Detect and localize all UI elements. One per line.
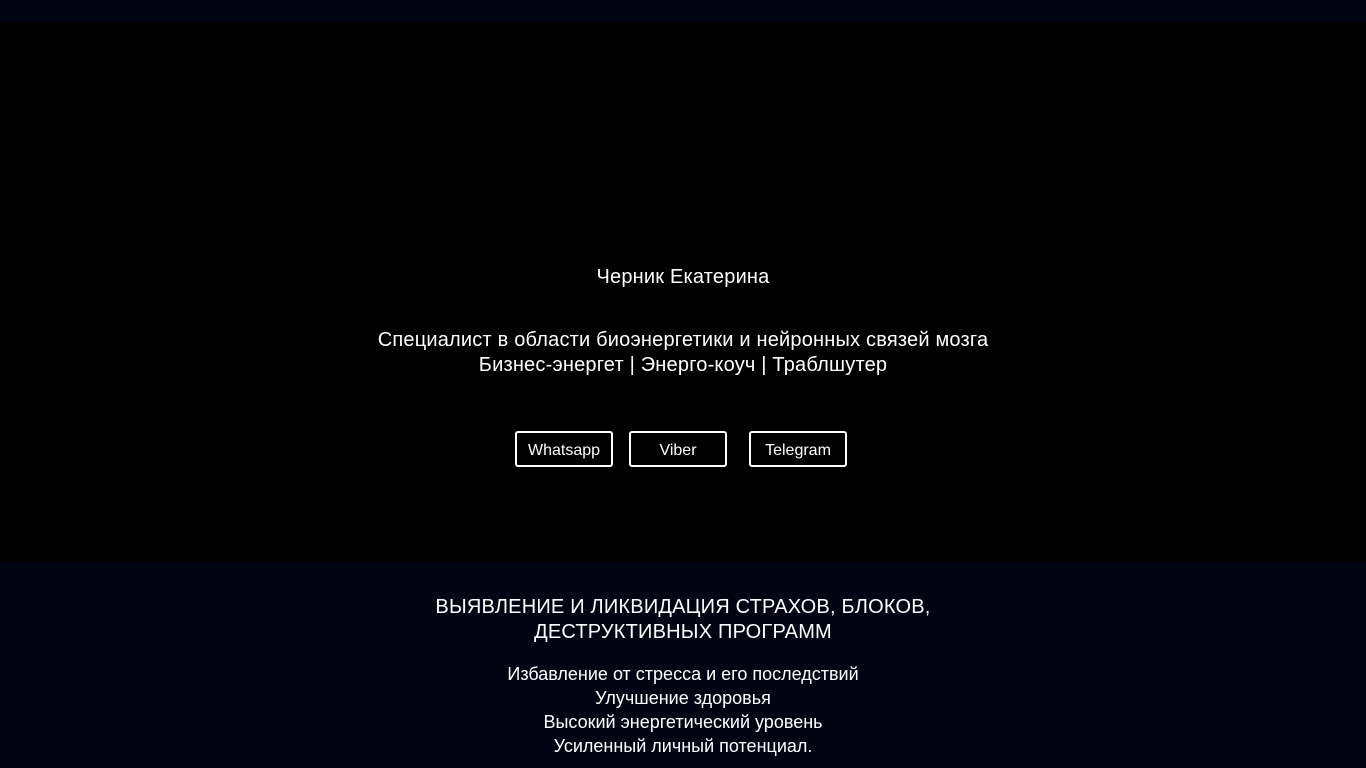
services-section [0,563,1366,768]
benefit-item: Улучшение здоровья [595,688,771,708]
subtitle-line: Специалист в области биоэнергетики и нейронных связей мозга [377,329,989,351]
benefit-item: Высокий энергетический уровень [543,712,823,732]
subtitle-line: Бизнес-энергет | Энерго-коуч | Траблшутер [478,354,888,376]
viber-button[interactable]: Viber [629,431,727,467]
benefits-list [0,662,1366,758]
telegram-button[interactable]: Telegram [749,431,847,467]
hero-subtitle [0,328,1366,378]
top-strip [0,0,1366,21]
person-name: Черник Екатерина [596,266,770,288]
section-title [0,595,1366,645]
whatsapp-button[interactable]: Whatsapp [515,431,613,467]
benefit-item: Избавление от стресса и его последствий [507,664,859,684]
section-title-line: ВЫЯВЛЕНИЕ И ЛИКВИДАЦИЯ СТРАХОВ, БЛОКОВ, [435,596,931,618]
benefit-item: Усиленный личный потенциал. [553,736,813,756]
section-title-line: ДЕСТРУКТИВНЫХ ПРОГРАММ [534,621,832,643]
hero-section [0,21,1366,563]
